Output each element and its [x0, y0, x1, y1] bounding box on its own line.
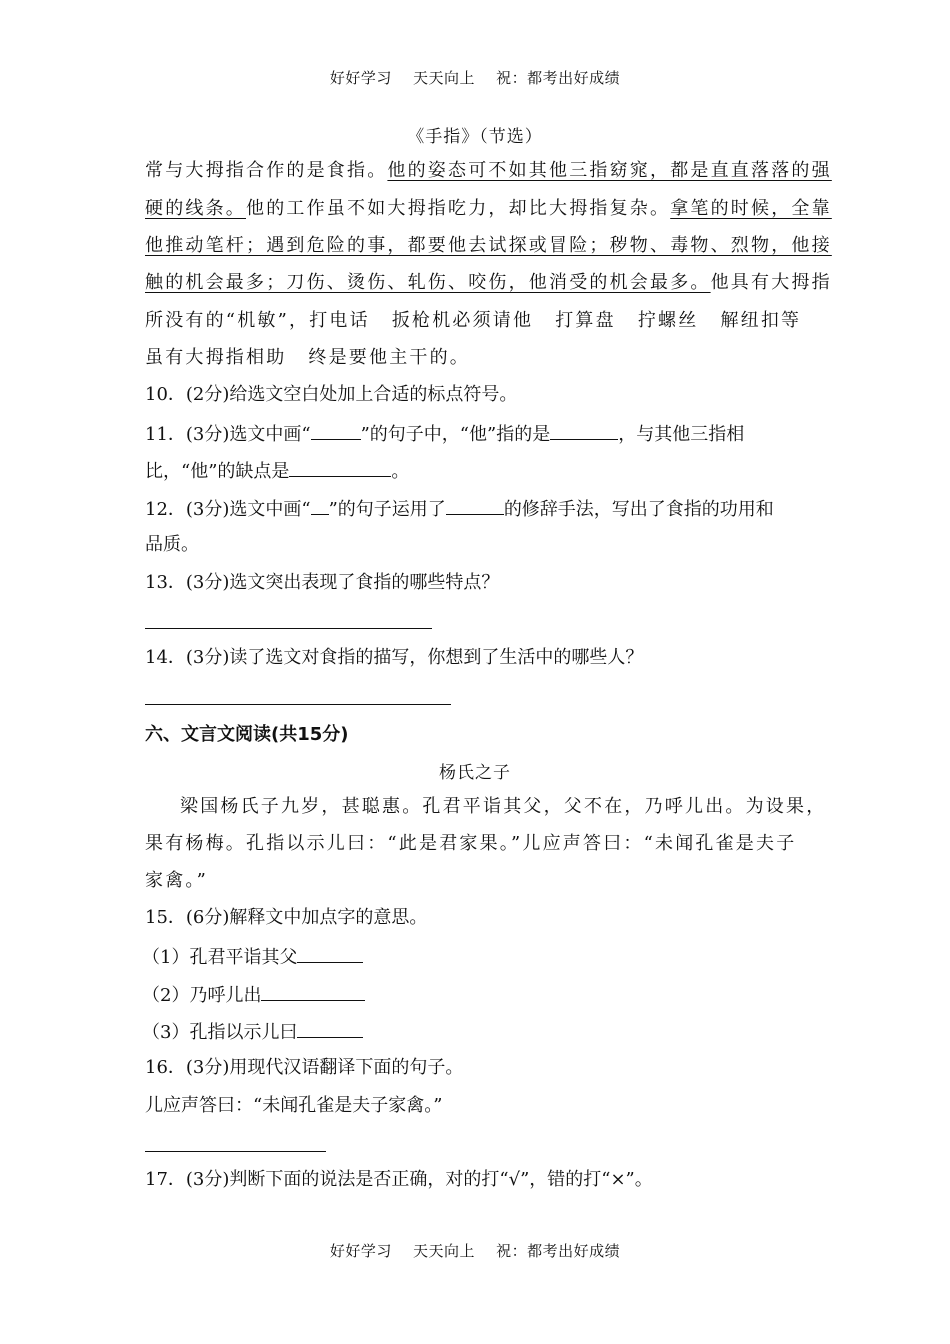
- passage-title: 《手指》（节选）: [407, 127, 543, 147]
- passage-line-3: 他推动笔杆；遇到危险的事，都要他去试探或冒险；秽物、毒物、烈物，他接: [145, 235, 832, 256]
- answer-blank[interactable]: [297, 944, 363, 963]
- passage-line-2: 硬的线条。他的工作虽不如大拇指吃力，却比大拇指复杂。拿笔的时候，全靠: [145, 198, 832, 219]
- question-16: 16．(3分)用现代汉语翻译下面的句子。: [145, 1057, 464, 1078]
- page-header: 好好学习 天天向上 祝：都考出好成绩: [329, 69, 621, 87]
- answer-blank[interactable]: [297, 1019, 363, 1038]
- question-11: 11．(3分)选文中画“ ”的句子中，“他”指的是 ，与其他三指相: [145, 421, 744, 447]
- answer-blank[interactable]: [550, 421, 618, 440]
- answer-line-14[interactable]: [145, 704, 451, 705]
- classical-line-3: 家禽。”: [145, 870, 209, 891]
- passage-line-6: 虽有大拇指相助 终是要他主干的。: [145, 347, 471, 368]
- classical-line-1: 梁国杨氏子九岁，甚聪惠。孔君平诣其父，父不在，乃呼儿出。为设果，: [180, 796, 827, 817]
- answer-line-16[interactable]: [145, 1151, 326, 1152]
- answer-blank[interactable]: [289, 458, 391, 477]
- answer-blank[interactable]: [311, 496, 329, 515]
- passage-line-5: 所没有的“机敏”，打电话 扳枪机必须请他 打算盘 拧螺丝 解纽扣等: [145, 310, 802, 331]
- page-footer: 好好学习 天天向上 祝：都考出好成绩: [329, 1242, 621, 1260]
- classical-title: 杨氏之子: [439, 763, 511, 783]
- question-15-item-2: （2）乃呼儿出: [142, 982, 365, 1008]
- question-12: 12．(3分)选文中画“ ”的句子运用了 的修辞手法，写出了食指的功用和: [145, 496, 774, 522]
- passage-line-1: 常与大拇指合作的是食指。他的姿态可不如其他三指窈窕，都是直直落落的强: [145, 160, 832, 181]
- answer-blank[interactable]: [261, 982, 365, 1001]
- question-15-item-1: （1）孔君平诣其父: [142, 944, 363, 970]
- question-11-cont: 比，“他”的缺点是 。: [145, 458, 409, 484]
- passage-line-4: 触的机会最多；刀伤、烫伤、轧伤、咬伤，他消受的机会最多。他具有大拇指: [145, 272, 832, 293]
- answer-blank[interactable]: [446, 496, 504, 515]
- question-17: 17．(3分)判断下面的说法是否正确，对的打“√”，错的打“×”。: [145, 1169, 653, 1190]
- answer-blank[interactable]: [311, 421, 361, 440]
- question-14: 14．(3分)读了选文对食指的描写，你想到了生活中的哪些人？: [145, 647, 644, 668]
- question-13: 13．(3分)选文突出表现了食指的哪些特点？: [145, 572, 500, 593]
- answer-line-13[interactable]: [145, 628, 432, 629]
- question-15-item-3: （3）孔指以示儿曰: [142, 1019, 363, 1045]
- question-12-cont: 品质。: [145, 534, 199, 555]
- classical-line-2: 果有杨梅。孔指以示儿曰：“此是君家果。”儿应声答曰：“未闻孔雀是夫子: [145, 833, 797, 854]
- question-16-sentence: 儿应声答曰：“未闻孔雀是夫子家禽。”: [145, 1095, 443, 1116]
- question-15: 15．(6分)解释文中加点字的意思。: [145, 907, 428, 928]
- section-6-title: 六、文言文阅读(共15分): [145, 724, 349, 745]
- question-10: 10．(2分)给选文空白处加上合适的标点符号。: [145, 384, 518, 405]
